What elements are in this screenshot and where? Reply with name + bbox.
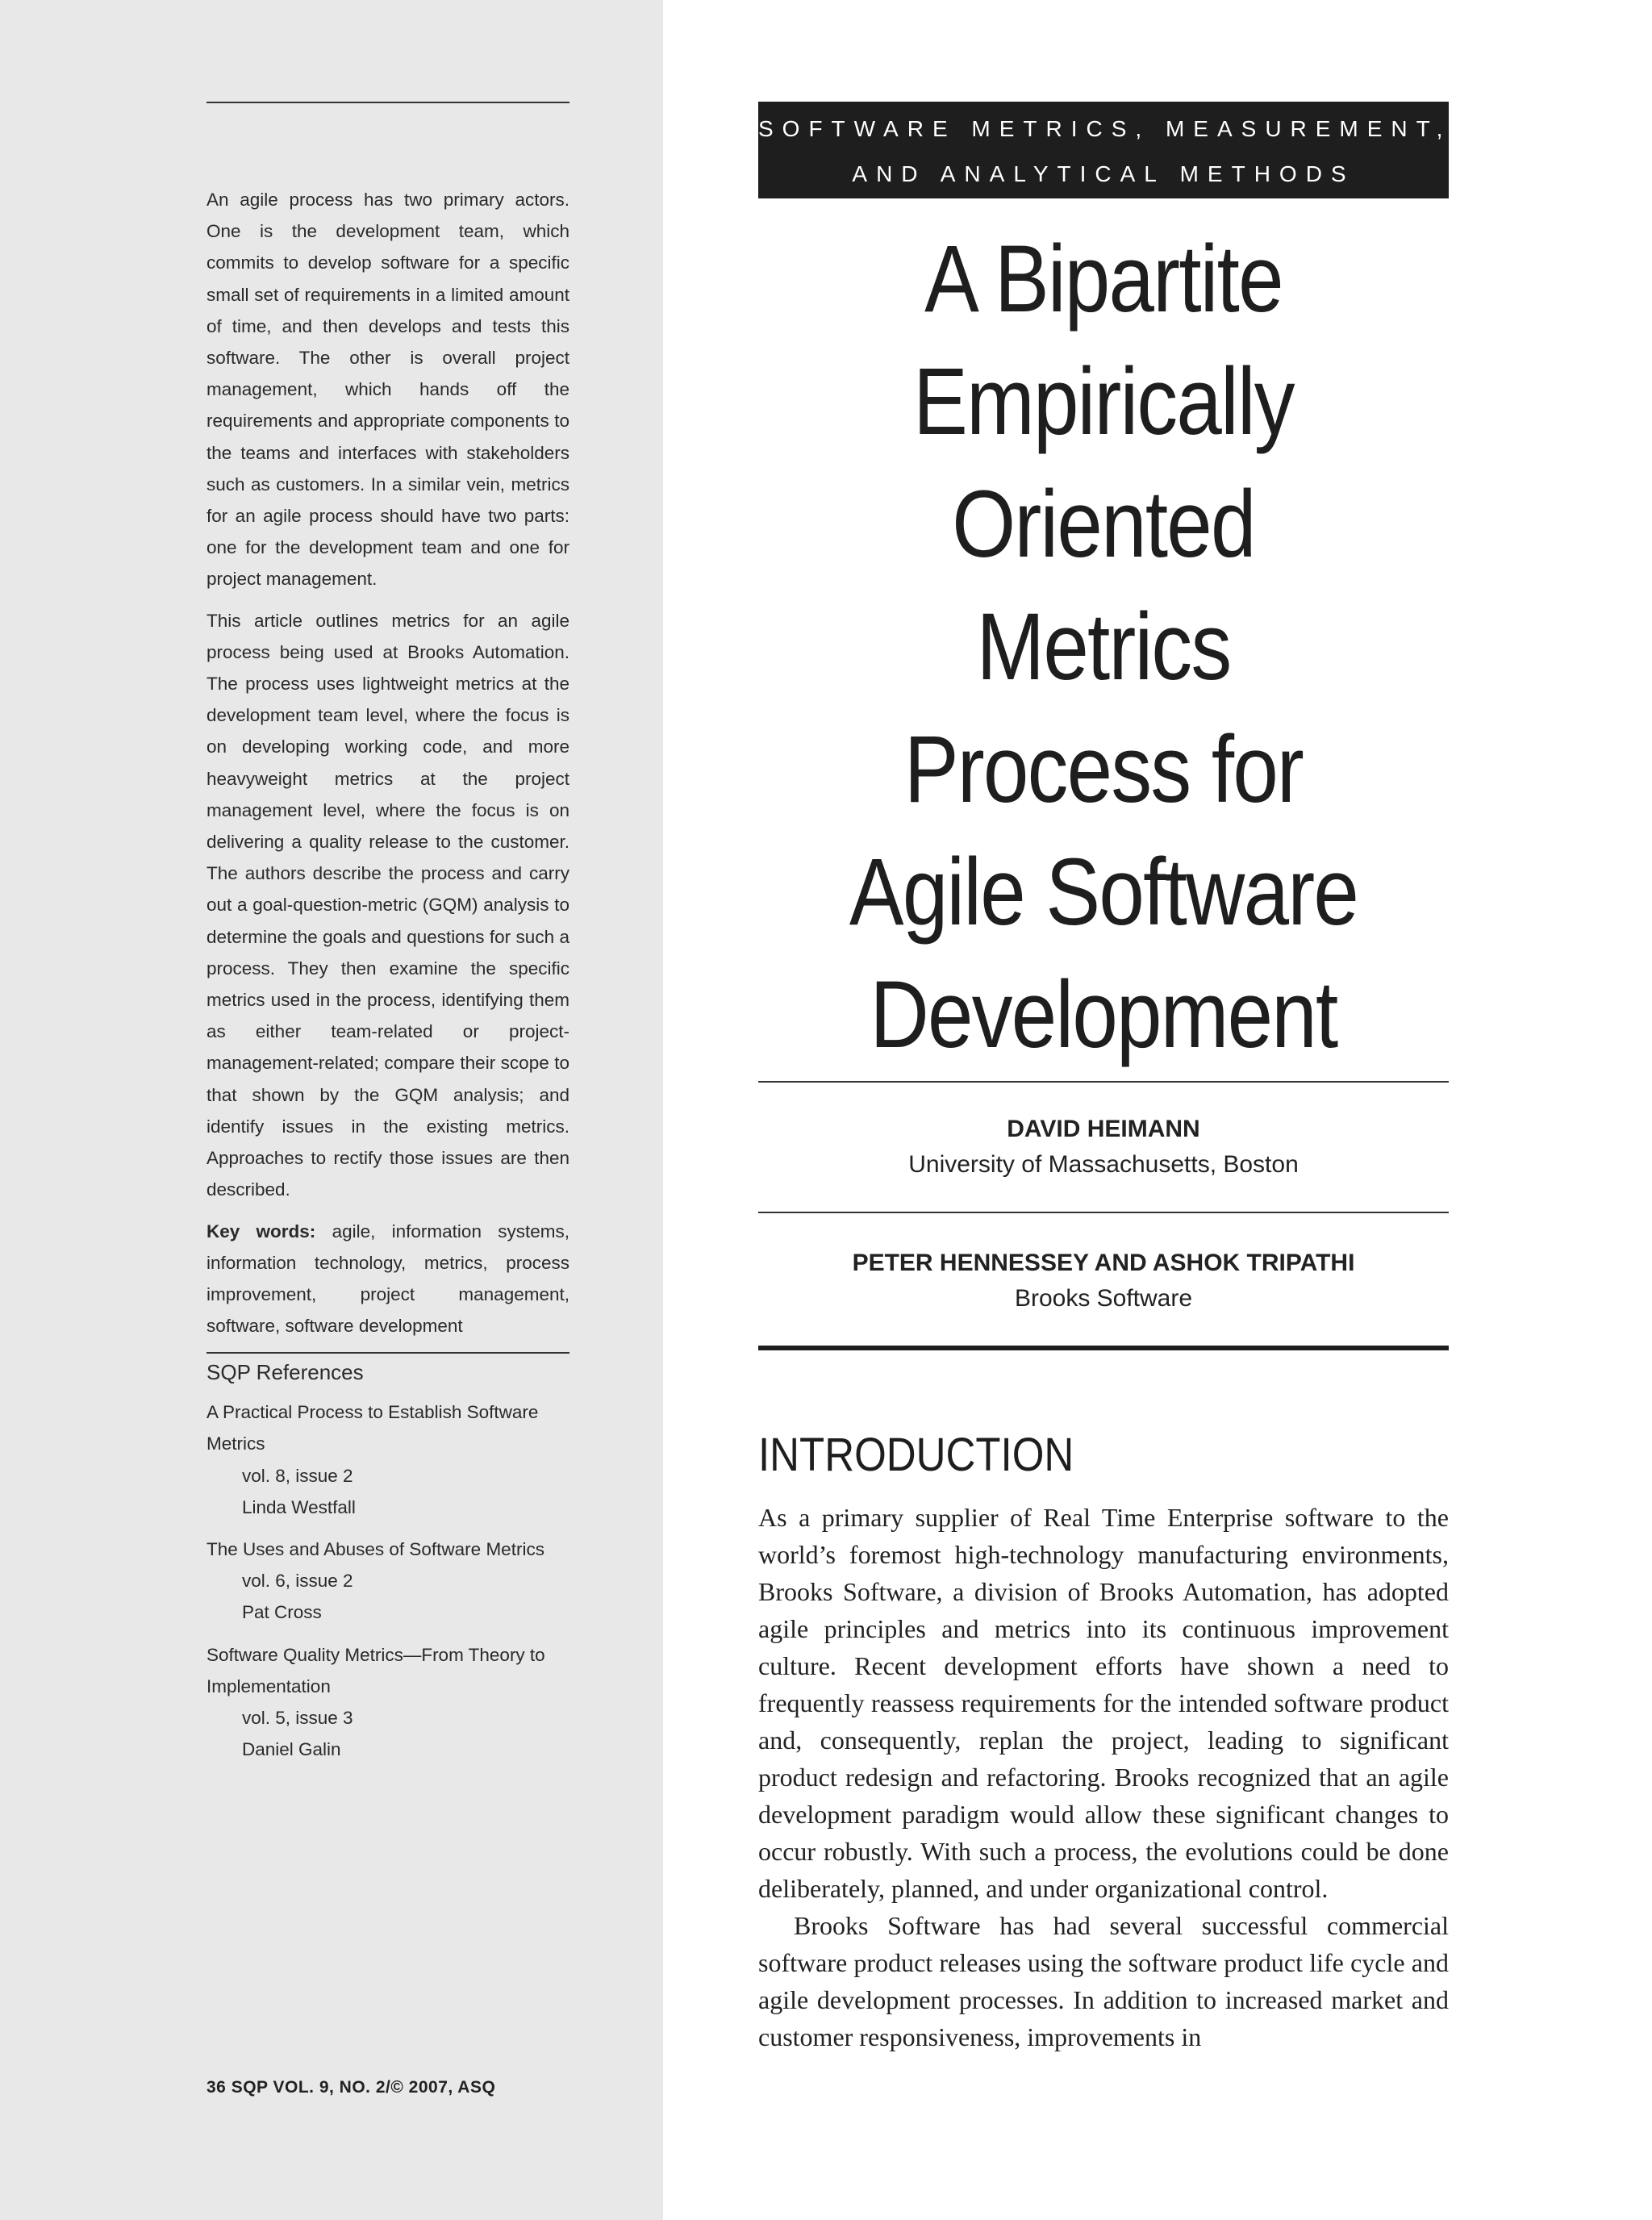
reference-title: The Uses and Abuses of Software Metrics [206,1539,544,1560]
keywords-label: Key words: [206,1221,316,1241]
author-block-2 [758,1246,1449,1317]
body-paragraph-2: Brooks Software has had several successful commercial software product releases using the software product life cycle and agile development processes. In addition to increased market and customer responsiveness, improvements in [758,1911,1449,2051]
title-line: Process for [903,716,1304,823]
title-line: Empirically [913,348,1294,455]
author-affiliation: University of Massachusetts, Boston [908,1151,1299,1178]
reference-volume: vol. 6, issue 2 [242,1571,353,1592]
reference-item [206,1534,569,1629]
author-rule [758,1212,1449,1213]
reference-title: A Practical Process to Establish Software Metrics [206,1402,539,1454]
abstract [206,184,569,1351]
banner-line-1: SOFTWARE METRICS, MEASUREMENT, [758,116,1452,141]
reference-author: Pat Cross [242,1602,322,1623]
body-paragraph-1: As a primary supplier of Real Time Enterprise software to the world’s foremost high-technology manufacturing environments, Brooks Software, a division of Brooks Automation, has adopted agile principles and metrics into its continuous improvement culture. Recent development efforts have shown a need to frequently reassess requirements for the intended software product and, consequently, replan the project, leading to significant product redesign and refactoring. Brooks recognized that an agile development paradigm would allow these significant changes to occur robustly. With such a process, the evolutions could be done deliberately, planned, and under organizational control. [758,1503,1449,1903]
title-line: Metrics [976,594,1231,700]
header-bottom-rule [758,1346,1449,1350]
section-banner [758,102,1452,198]
reference-title: Software Quality Metrics—From Theory to Implementation [206,1644,545,1696]
banner-line-2: AND ANALYTICAL METHODS [852,161,1355,186]
section-heading: INTRODUCTION [758,1429,1074,1481]
page-footer: 36 SQP VOL. 9, NO. 2/© 2007, ASQ [206,2078,496,2097]
references [206,1357,569,1776]
title-rule [758,1081,1449,1083]
reference-author: Linda Westfall [242,1496,356,1517]
keywords-text: agile, information systems, information technology, metrics, process improvement, project management, software, software development [206,1221,569,1337]
author-name: DAVID HEIMANN [1007,1116,1200,1142]
title-line: Oriented [952,471,1255,578]
references-rule [206,1352,569,1354]
abstract-paragraph-1: An agile process has two primary actors. One is the development team, which commits to develop software for a specific small set of requirements in a limited amount of time, and then develops and tests this software. The other is overall project management, which hands off the requirements and appropriate components to the teams and interfaces with stakeholders such as customers. In a similar vein, metrics for an agile process should have two parts: one for the development team and one for project management. [206,190,569,590]
title-line: Development [870,962,1337,1068]
keywords [206,1216,569,1342]
body-text [758,1499,1449,2055]
author-block-1 [758,1112,1449,1183]
reference-author: Daniel Galin [242,1739,341,1760]
author-name: PETER HENNESSEY AND ASHOK TRIPATHI [852,1250,1355,1276]
reference-volume: vol. 5, issue 3 [242,1708,353,1729]
abstract-paragraph-2: This article outlines metrics for an agile process being used at Brooks Automation. The process uses lightweight metrics at the development team level, where the focus is on developing working code, and more heavyweight metrics at the project management level, where the focus is on delivering a quality release to the customer. The authors describe the process and carry out a goal-question-metric (GQM) analysis to determine the goals and questions for such a process. They then examine the specific metrics used in the process, identifying them as either team-related or project-management-related; compare their scope to that shown by the GQM analysis; and identify issues in the existing metrics. Approaches to rectify those issues are then described. [206,610,569,1200]
sidebar [0,0,663,2220]
reference-volume: vol. 8, issue 2 [242,1465,353,1486]
reference-item [206,1396,569,1523]
title-line: A Bipartite [924,226,1283,332]
title-line: Agile Software [849,839,1358,945]
article-title [742,218,1465,1076]
sidebar-top-rule [206,102,569,103]
reference-item [206,1639,569,1766]
references-title: SQP References [206,1360,364,1384]
author-affiliation: Brooks Software [1014,1285,1193,1312]
